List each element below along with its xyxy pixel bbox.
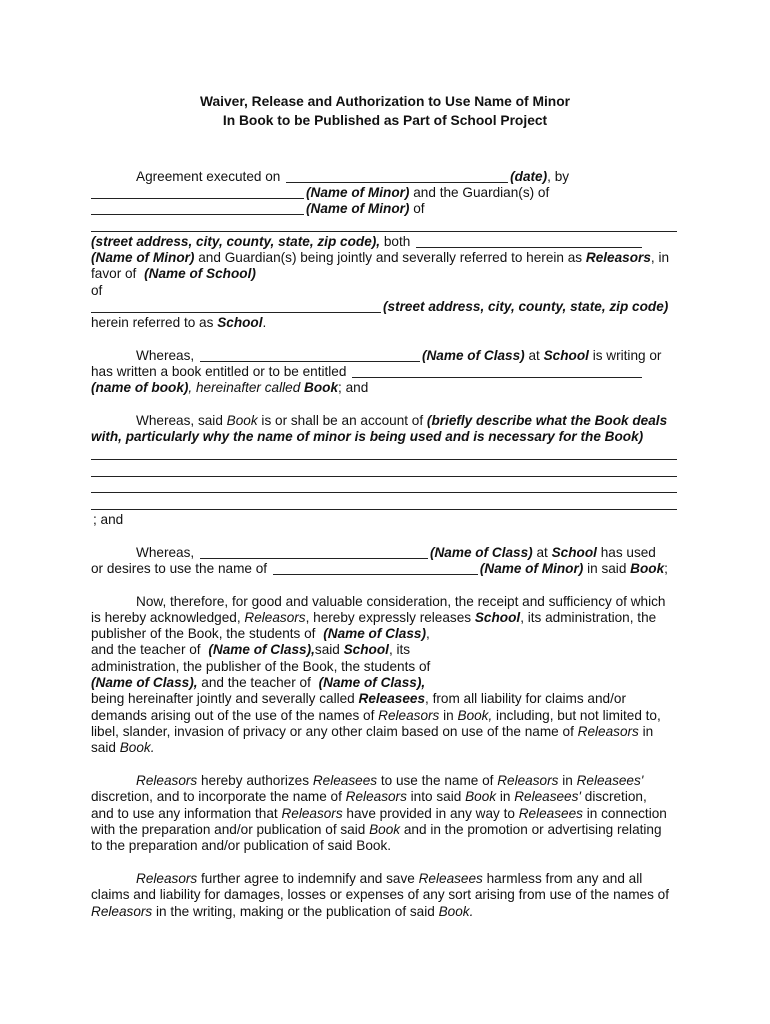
- book-account-line: Whereas, said Book is or shall be an account of (briefly describe what the Book deals: [136, 413, 668, 428]
- document-title: Waiver, Release and Authorization to Use Name of Minor: [199, 94, 571, 109]
- authorize-line-1: Releasors hereby authorizes Releasees to use the name of Releasors in Releasees': [136, 773, 644, 788]
- authorize-line-4: with the preparation and/or publication of said Book and in the promotion or advertising relating: [91, 822, 662, 837]
- jointly-line: (Name of Minor) and Guardian(s) being jointly and severally referred to herein as Releasors, in: [91, 250, 670, 265]
- description-blank-2[interactable]: [91, 476, 677, 477]
- desires-line: or desires to use the name of (Name of Minor) in said Book ;: [91, 561, 668, 576]
- minor-line-1: (Name of Minor) and the Guardian(s) of: [91, 185, 681, 201]
- address-line-2: (street address, city, county, state, zip code): [91, 299, 681, 315]
- description-last-line: ; and: [93, 512, 124, 527]
- indemnify-line-3: Releasors in the writing, making or the publication of said Book.: [91, 904, 474, 919]
- minor-name-blank-1[interactable]: [91, 186, 304, 199]
- class-name-blank-1[interactable]: [200, 349, 420, 362]
- document-subtitle: In Book to be Published as Part of School Project: [222, 113, 548, 128]
- favor-of-line: favor of (Name of School): [91, 266, 256, 281]
- indemnify-line-2: claims and liability for damages, losses or expenses of any sort arising from use of the names of: [91, 887, 670, 902]
- release-line-2: is hereby acknowledged, Releasors , hereby expressly releases School , its administration, the: [91, 610, 657, 625]
- agreement-line: Agreement executed on (date) , by: [136, 169, 570, 184]
- both-blank[interactable]: [416, 235, 642, 248]
- authorize-line-5: to the preparation and/or publication of said Book.: [91, 838, 392, 853]
- minor-name-blank-2[interactable]: [91, 202, 304, 215]
- release-line-8: demands arising out of the use of the names of Releasors in Book, including, but not limited to,: [91, 708, 661, 723]
- minor-line-2: (Name of Minor) of: [91, 201, 681, 217]
- whereas-used-line: Whereas, (Name of Class) at School has used: [136, 545, 656, 560]
- address-line-1: (street address, city, county, state, zip code), both: [91, 234, 681, 250]
- release-line-9: libel, slander, invasion of privacy or any other claim based on use of the name of Releasors in: [91, 724, 654, 739]
- release-line-1: Now, therefore, for good and valuable consideration, the receipt and sufficiency of which: [136, 594, 666, 609]
- book-title-blank[interactable]: [352, 365, 642, 378]
- minor-name-blank-3[interactable]: [273, 562, 478, 575]
- authorize-line-2: discretion, and to incorporate the name of Releasors into said Book in Releasees' discretion,: [91, 789, 647, 804]
- date-blank[interactable]: [286, 170, 508, 183]
- book-name-line: (name of book) , hereinafter called Book ; and: [91, 380, 369, 395]
- book-describe-line: with, particularly why the name of minor is being used and is necessary for the Book): [91, 429, 644, 444]
- release-line-3: publisher of the Book, the students of (Name of Class) ,: [91, 626, 430, 641]
- release-line-10: said Book.: [91, 740, 155, 755]
- description-blank-3[interactable]: [91, 492, 677, 493]
- address-blank-1[interactable]: [91, 231, 677, 232]
- class-name-blank-2[interactable]: [200, 546, 428, 559]
- description-blank-1[interactable]: [91, 459, 677, 460]
- release-line-5: administration, the publisher of the Book, the students of: [91, 659, 435, 674]
- release-line-4: and the teacher of (Name of Class), said School , its: [91, 642, 411, 657]
- authorize-line-3: and to use any information that Releasors have provided in any way to Releasees in connection: [91, 806, 667, 821]
- herein-line: herein referred to as School .: [91, 315, 267, 330]
- book-entitled-line: has written a book entitled or to be entitled: [91, 364, 681, 380]
- school-of-line: of: [91, 283, 107, 298]
- school-street-blank[interactable]: [91, 300, 381, 313]
- release-line-7: being hereinafter jointly and severally called Releasees , from all liability for claims and/or: [91, 691, 626, 706]
- indemnify-line-1: Releasors further agree to indemnify and save Releasees harmless from any and all: [136, 871, 643, 886]
- description-blank-4[interactable]: [91, 509, 677, 510]
- release-line-6: (Name of Class), and the teacher of (Name of Class),: [91, 675, 426, 690]
- whereas-class-line: Whereas, (Name of Class) at School is writing or: [136, 348, 662, 363]
